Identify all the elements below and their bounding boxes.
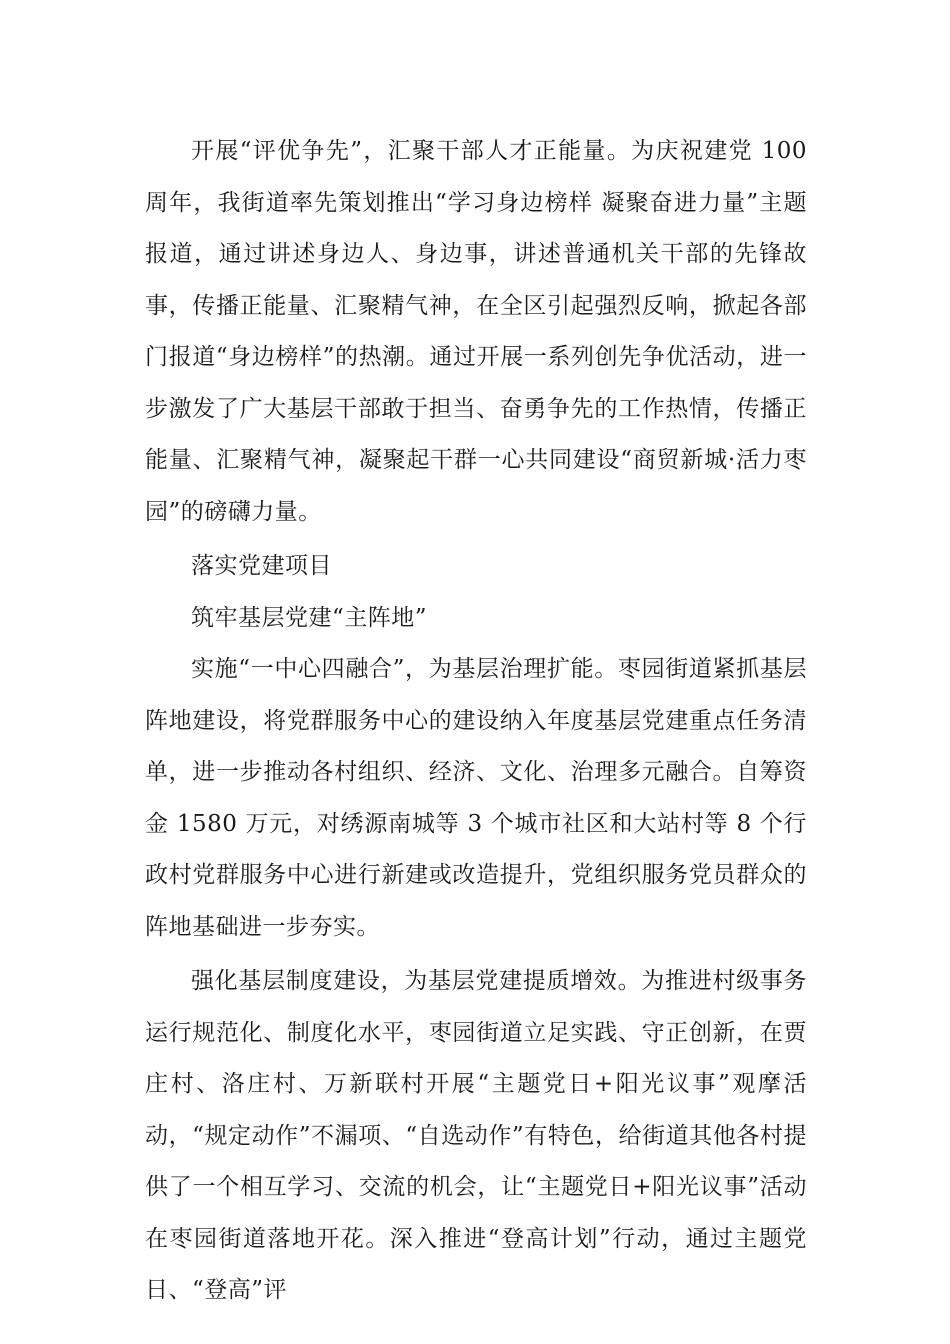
document-body <box>145 126 807 1317</box>
paragraph-grassroots-system-building: 强化基层制度建设，为基层党建提质增效。为推进村级事务运行规范化、制度化水平，枣园街道立足实践、守正创新，在贾庄村、洛庄村、万新联村开展“主题党日+阳光议事”观摩活动，“规定动作”不漏项、“自选动作”有特色，给街道其他各村提供了一个相互学习、交流的机会，让“主题党日+阳光议事”活动在枣园街道落地开花。深入推进“登高计划”行动，通过主题党日、“登高”评 <box>145 968 807 1303</box>
section-subheading-main-position: 筑牢基层党建“主阵地” <box>191 604 428 631</box>
section-heading-party-building-project: 落实党建项目 <box>191 553 332 579</box>
paragraph-one-center-four-integration: 实施“一中心四融合”，为基层治理扩能。枣园街道紧抓基层阵地建设，将党群服务中心的建设纳入年度基层党建重点任务清单，进一步推动各村组织、经济、文化、治理多元融合。自筹资金 1580 万元，对绣源南城等 3 个城市社区和大站村等 8 个行政村党群服务中心进行新建或改造提升，党组织服务党员群众的阵地基础进一步夯实。 <box>145 656 807 940</box>
paragraph-evaluation-excellence: 开展“评优争先”，汇聚干部人才正能量。为庆祝建党 100 周年，我街道率先策划推出“学习身边榜样 凝聚奋进力量”主题报道，通过讲述身边人、身边事，讲述普通机关干部的先锋故事，传播正能量、汇聚精气神，在全区引起强烈反响，掀起各部门报道“身边榜样”的热潮。通过开展一系列创先争优活动，进一步激发了广大基层干部敢于担当、奋勇争先的工作热情，传播正能量、汇聚精气神，凝聚起干群一心共同建设“商贸新城·活力枣园”的磅礴力量。 <box>145 138 807 525</box>
